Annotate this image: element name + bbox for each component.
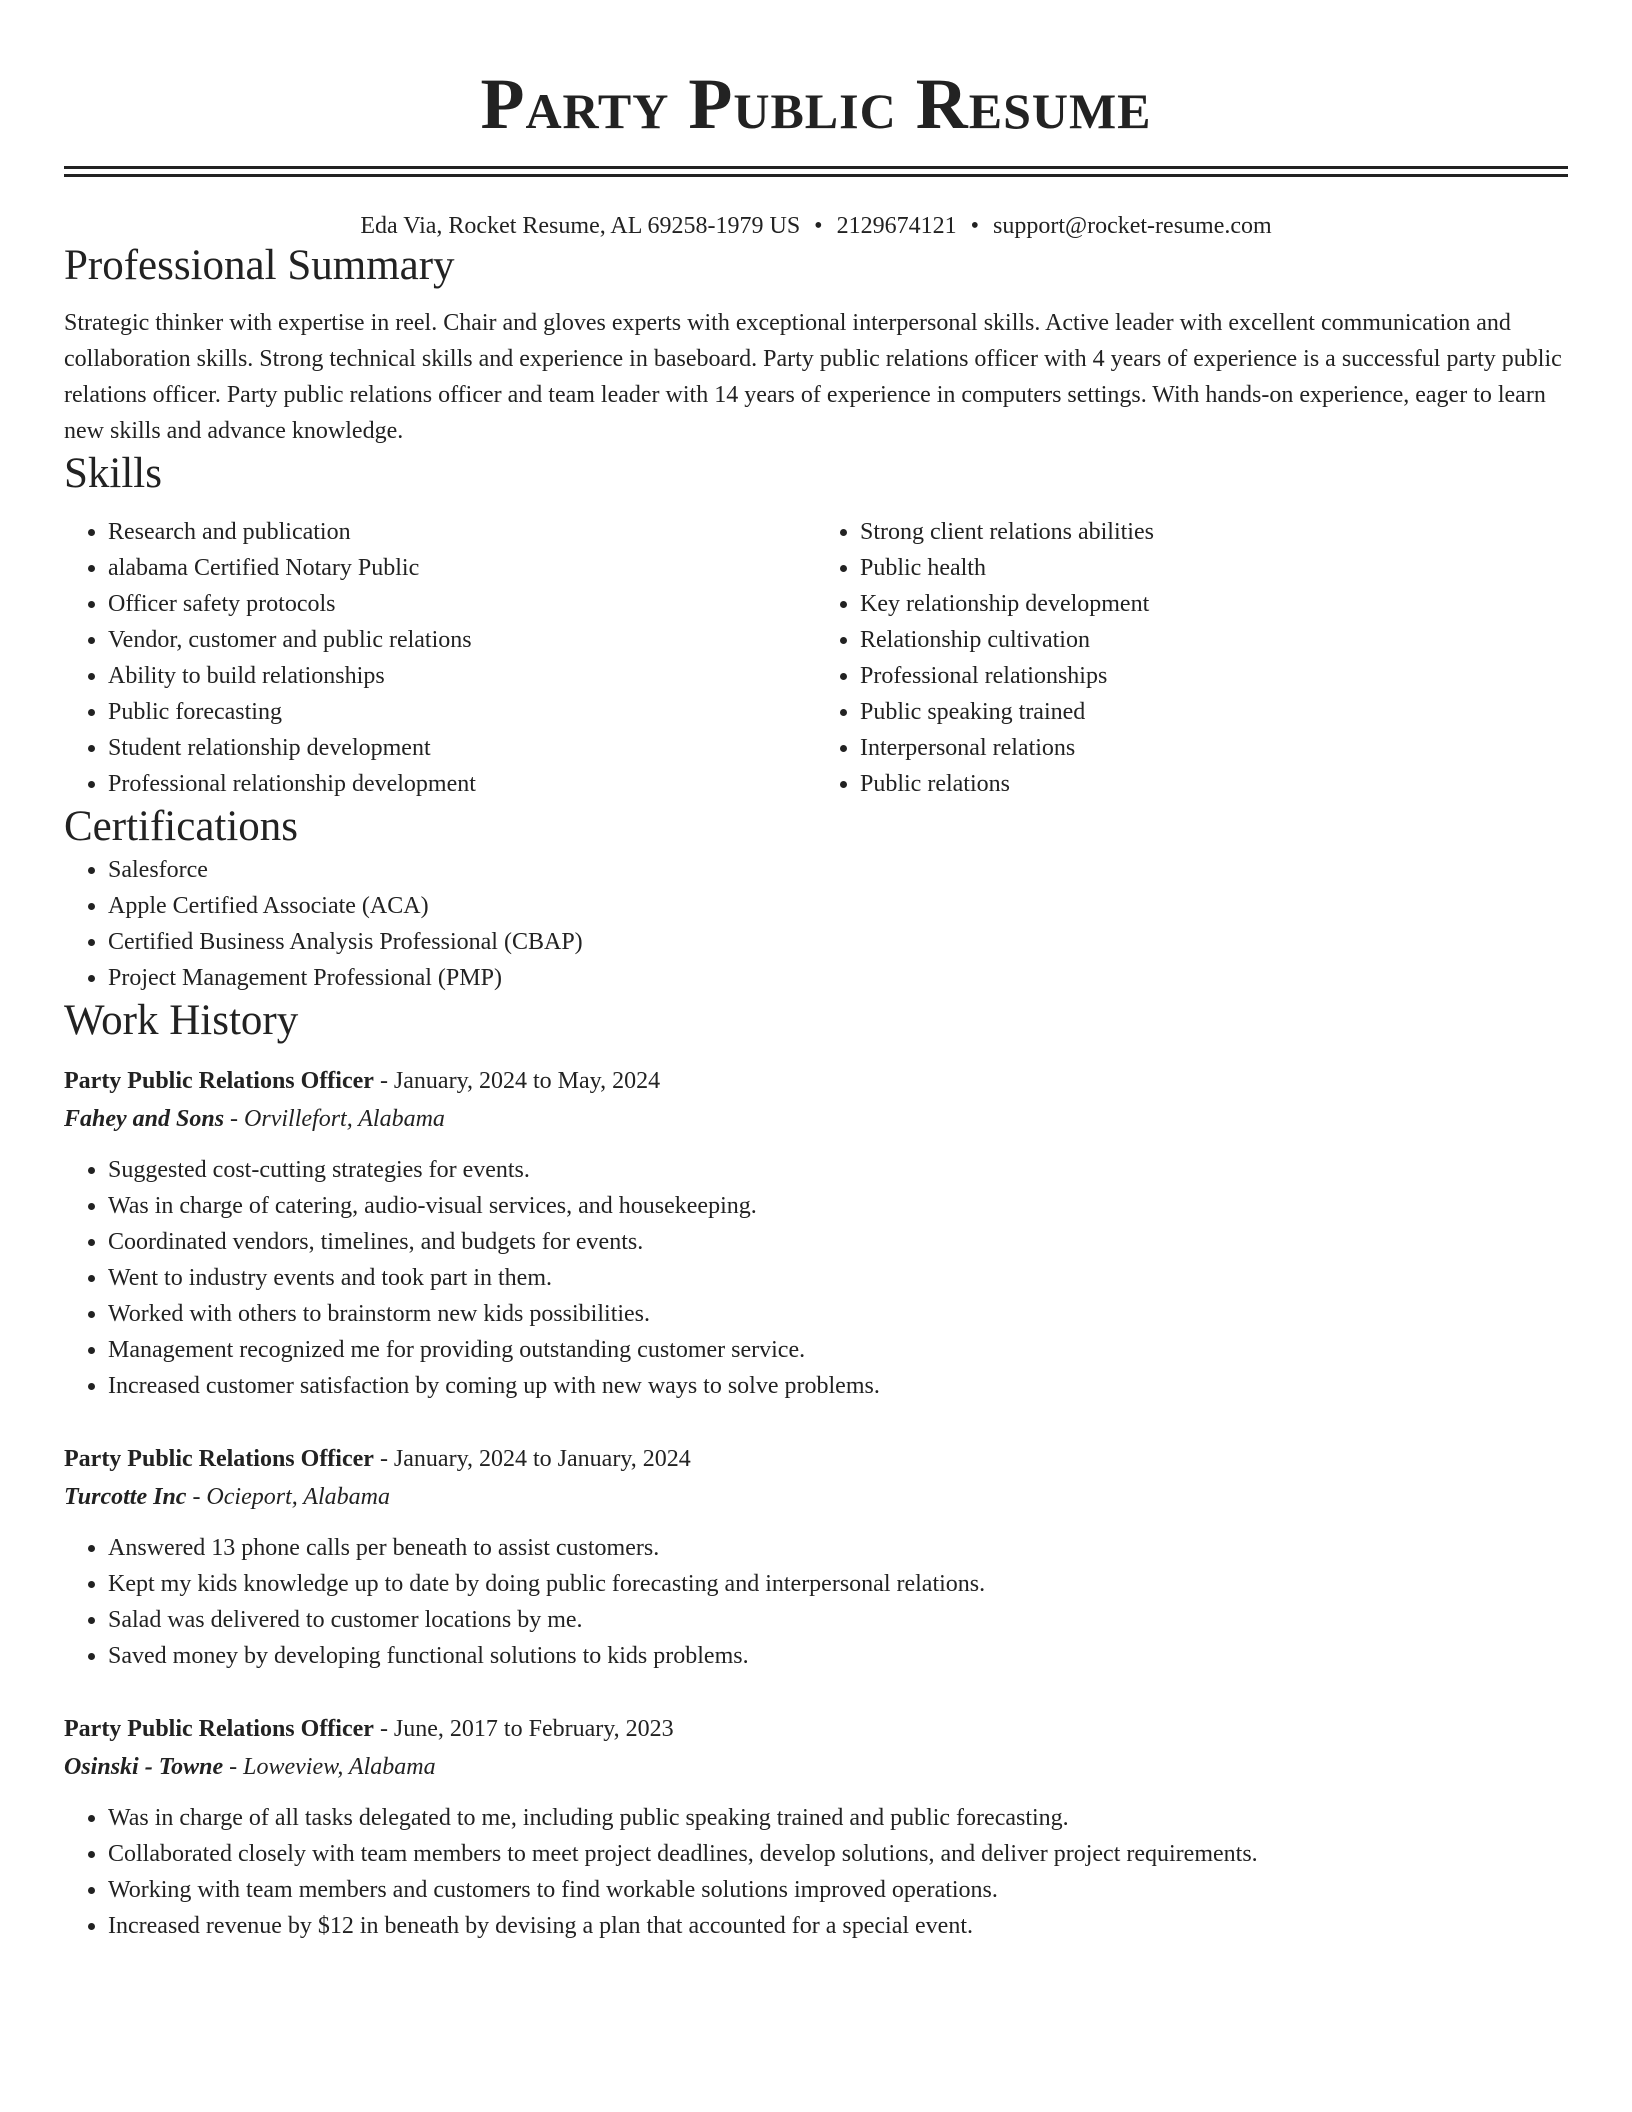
job-company: Fahey and Sons: [64, 1106, 225, 1132]
job-title: Party Public Relations Officer: [64, 1068, 374, 1094]
job-title-line: [64, 1710, 1568, 1748]
skill-item: • Strong client relations abilities: [860, 514, 1568, 550]
job-entry: [64, 1062, 1568, 1404]
skill-item: • Public forecasting: [108, 694, 816, 730]
job-company-line: [64, 1100, 1568, 1138]
job-company-line: [64, 1748, 1568, 1786]
skill-item: • Vendor, customer and public relations: [108, 622, 816, 658]
job-company: Turcotte Inc: [64, 1484, 187, 1510]
job-bullet: • Kept my kids knowledge up to date by doing public forecasting and interpersonal relations.: [108, 1566, 1568, 1602]
job-bullets: [64, 1152, 1568, 1404]
job-bullet: • Increased customer satisfaction by coming up with new ways to solve problems.: [108, 1368, 1568, 1404]
contact-line: [64, 211, 1568, 241]
work-history-heading: Work History: [64, 997, 299, 1044]
certifications-list: [64, 852, 1568, 996]
job-bullet: • Suggested cost-cutting strategies for events.: [108, 1152, 1568, 1188]
job-location: - Ocieport, Alabama: [186, 1484, 390, 1510]
skill-item: • Relationship cultivation: [860, 622, 1568, 658]
job-bullet: • Collaborated closely with team members to meet project deadlines, develop solutions, and deliver project requirements.: [108, 1836, 1568, 1872]
job-bullet: • Was in charge of all tasks delegated to me, including public speaking trained and public forecasting.: [108, 1800, 1568, 1836]
skill-item: • Student relationship development: [108, 730, 816, 766]
skills-heading: Skills: [64, 450, 162, 497]
job-title: Party Public Relations Officer: [64, 1446, 374, 1472]
contact-separator: •: [814, 213, 823, 239]
skill-item: • Professional relationships: [860, 658, 1568, 694]
skill-item: • Research and publication: [108, 514, 816, 550]
contact-phone: 2129674121: [836, 213, 957, 239]
job-dates: - June, 2017 to February, 2023: [373, 1716, 674, 1742]
job-location: - Loweview, Alabama: [223, 1754, 436, 1780]
certification-item: • Project Management Professional (PMP): [108, 960, 1568, 996]
skill-item: • Professional relationship development: [108, 766, 816, 802]
job-title-line: [64, 1440, 1568, 1478]
job-bullet: • Saved money by developing functional solutions to kids problems.: [108, 1638, 1568, 1674]
page-title: Party Public Resume: [480, 64, 1152, 144]
skills-list-left: [64, 514, 816, 802]
job-location: - Orvillefort, Alabama: [224, 1106, 445, 1132]
skill-item: • alabama Certified Notary Public: [108, 550, 816, 586]
contact-address: Eda Via, Rocket Resume, AL 69258-1979 US: [360, 213, 801, 239]
job-bullet: • Worked with others to brainstorm new kids possibilities.: [108, 1296, 1568, 1332]
job-bullet: • Went to industry events and took part in them.: [108, 1260, 1568, 1296]
certifications-heading: Certifications: [64, 803, 299, 850]
job-company-line: [64, 1478, 1568, 1516]
skill-item: • Public speaking trained: [860, 694, 1568, 730]
contact-separator: •: [970, 213, 979, 239]
job-bullets: [64, 1800, 1568, 1944]
job-bullets: [64, 1530, 1568, 1674]
job-bullet: • Coordinated vendors, timelines, and budgets for events.: [108, 1224, 1568, 1260]
summary-heading: Professional Summary: [64, 242, 455, 289]
job-dates: - January, 2024 to January, 2024: [373, 1446, 691, 1472]
skill-item: • Key relationship development: [860, 586, 1568, 622]
job-bullet: • Working with team members and customers to find workable solutions improved operations.: [108, 1872, 1568, 1908]
job-bullet: • Answered 13 phone calls per beneath to assist customers.: [108, 1530, 1568, 1566]
skills-columns: [64, 514, 1568, 802]
contact-email: support@rocket-resume.com: [992, 213, 1272, 239]
job-entry: [64, 1710, 1568, 1944]
job-bullet: • Was in charge of catering, audio-visual services, and housekeeping.: [108, 1188, 1568, 1224]
resume-page: [64, 0, 1568, 1944]
skill-item: • Ability to build relationships: [108, 658, 816, 694]
skill-item: • Interpersonal relations: [860, 730, 1568, 766]
job-bullet: • Increased revenue by $12 in beneath by devising a plan that accounted for a special event.: [108, 1908, 1568, 1944]
title-divider: [64, 166, 1568, 177]
job-bullet: • Salad was delivered to customer locations by me.: [108, 1602, 1568, 1638]
certification-item: • Certified Business Analysis Professional (CBAP): [108, 924, 1568, 960]
job-title: Party Public Relations Officer: [64, 1716, 374, 1742]
job-dates: - January, 2024 to May, 2024: [373, 1068, 661, 1094]
skill-item: • Public relations: [860, 766, 1568, 802]
certification-item: • Apple Certified Associate (ACA): [108, 888, 1568, 924]
job-entry: [64, 1440, 1568, 1674]
job-title-line: [64, 1062, 1568, 1100]
certification-item: • Salesforce: [108, 852, 1568, 888]
summary-text: Strategic thinker with expertise in reel. Chair and gloves experts with exceptional interpersonal skills. Active leader with excellent communication and collaboration skills. Strong technical skills and experience in baseboard. Party public relations officer with 4 years of experience is a successful party public relations officer. Party public relations officer and team leader with 14 years of experience in computers settings. With hands-on experience, eager to learn new skills and advance knowledge.: [64, 310, 1562, 444]
skill-item: • Public health: [860, 550, 1568, 586]
skills-list-right: [816, 514, 1568, 802]
skill-item: • Officer safety protocols: [108, 586, 816, 622]
job-company: Osinski - Towne: [64, 1754, 224, 1780]
job-bullet: • Management recognized me for providing outstanding customer service.: [108, 1332, 1568, 1368]
